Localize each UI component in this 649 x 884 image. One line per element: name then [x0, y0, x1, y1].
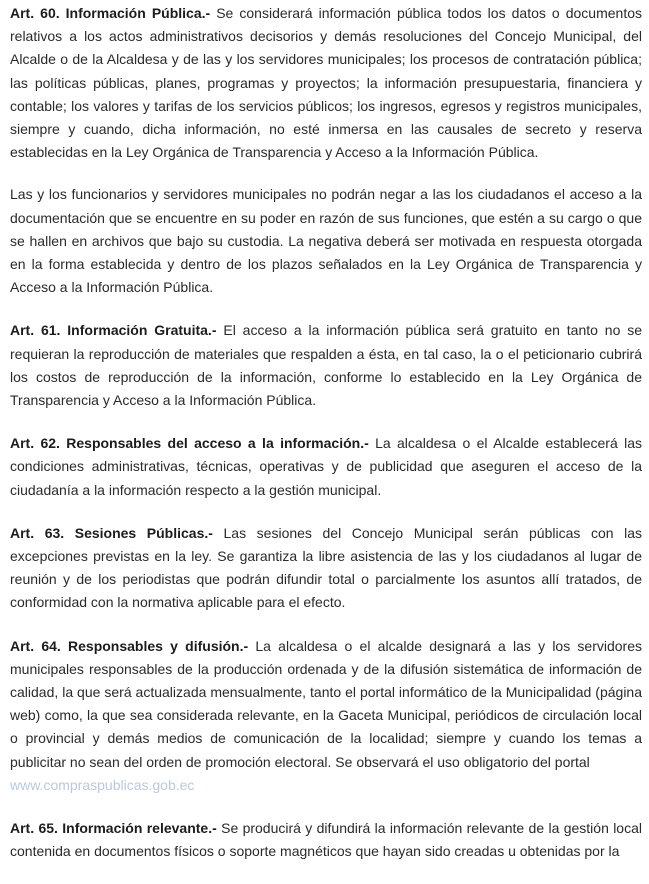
- article-text: La alcaldesa o el alcalde designará a las y los servidores municipales responsables de la producción ordenada y de la difusión sistemática de información de calidad, la que será actualizada mensualmente, tanto el portal informático de la Municipalidad (página web) como, la que sea considerada relevante, en la Gaceta Municipal, periódicos de circulación local o provincial y demás medios de comunicación de la localidad; siempre y cuando los temas a publicitar no sean del orden de promoción electoral. Se observará el uso obligatorio del portal: [10, 637, 643, 770]
- portal-link[interactable]: www.compraspublicas.gob.ec: [10, 776, 195, 793]
- article-text: Se considerará información pública todos los datos o documentos relativos a los actos administrativos decisorios y demás resoluciones del Concejo Municipal, del Alcalde o de la Alcaldesa y de las y los servidores municipales; los procesos de contratación pública; las políticas públicas, planes, programas y proyectos; la información presupuestaria, financiera y contable; los valores y tarifas de los servicios públicos; los ingresos, egresos y registros municipales, siempre y cuando, dicha información, no esté inmersa en las causales de secreto y reserva establecidas en la Ley Orgánica de Transparencia y Acceso a la Información Pública.: [10, 5, 643, 161]
- article-heading: Art. 62. Responsables del acceso a la información.-: [10, 435, 369, 452]
- article-paragraph: [10, 522, 642, 615]
- article-paragraph: [10, 319, 642, 412]
- article-paragraph: [10, 2, 642, 164]
- article-paragraph: [10, 635, 642, 774]
- article-heading: Art. 63. Sesiones Públicas.-: [10, 524, 213, 541]
- article-61: [10, 319, 642, 412]
- article-64: [10, 635, 642, 797]
- article-65: [10, 817, 642, 863]
- article-60: [10, 2, 642, 299]
- article-heading: Art. 65. Información relevante.-: [10, 820, 217, 837]
- article-heading: Art. 61. Información Gratuita.-: [10, 322, 217, 339]
- article-text: Se producirá y difundirá la información relevante de la gestión local contenida en documentos físicos o soporte magnéticos que hayan sido creadas u obtenidas por la: [10, 820, 642, 860]
- article-paragraph: [10, 817, 642, 863]
- article-text: Las y los funcionarios y servidores municipales no podrán negar a las los ciudadanos el acceso a la documentación que se encuentre en su poder en razón de sus funciones, que estén a su cargo o que se hallen en archivos que bajo su custodia. La negativa deberá ser motivada en respuesta otorgada en la forma establecida y dentro de los plazos señalados en la Ley Orgánica de Transparencia y Acceso a la Información Pública.: [10, 186, 642, 296]
- article-link-line: [10, 774, 642, 797]
- article-text: El acceso a la información pública será gratuito en tanto no se requieran la reproducción de materiales que respalden a ésta, en tal caso, la o el peticionario cubrirá los costos de reproducción de la información, conforme lo establecido en la Ley Orgánica de Transparencia y Acceso a la Información Pública.: [10, 322, 642, 409]
- document-page: [10, 2, 642, 884]
- article-text: Las sesiones del Concejo Municipal serán públicas con las excepciones previstas en la ley. Se garantiza la libre asistencia de las y los ciudadanos al lugar de reunión y de los periodistas que podrán difundir total o parcialmente los asuntos allí tratados, de conformidad con la normativa aplicable para el efecto.: [10, 524, 643, 611]
- article-63: [10, 522, 642, 615]
- article-paragraph: [10, 432, 642, 502]
- article-text: La alcaldesa o el Alcalde establecerá las condiciones administrativas, técnicas, operativas y de publicidad que aseguren el acceso de la ciudadanía a la información respecto a la gestión municipal.: [10, 435, 642, 498]
- article-62: [10, 432, 642, 502]
- article-heading: Art. 64. Responsables y difusión.-: [10, 637, 249, 654]
- article-heading: Art. 60. Información Pública.-: [10, 5, 211, 21]
